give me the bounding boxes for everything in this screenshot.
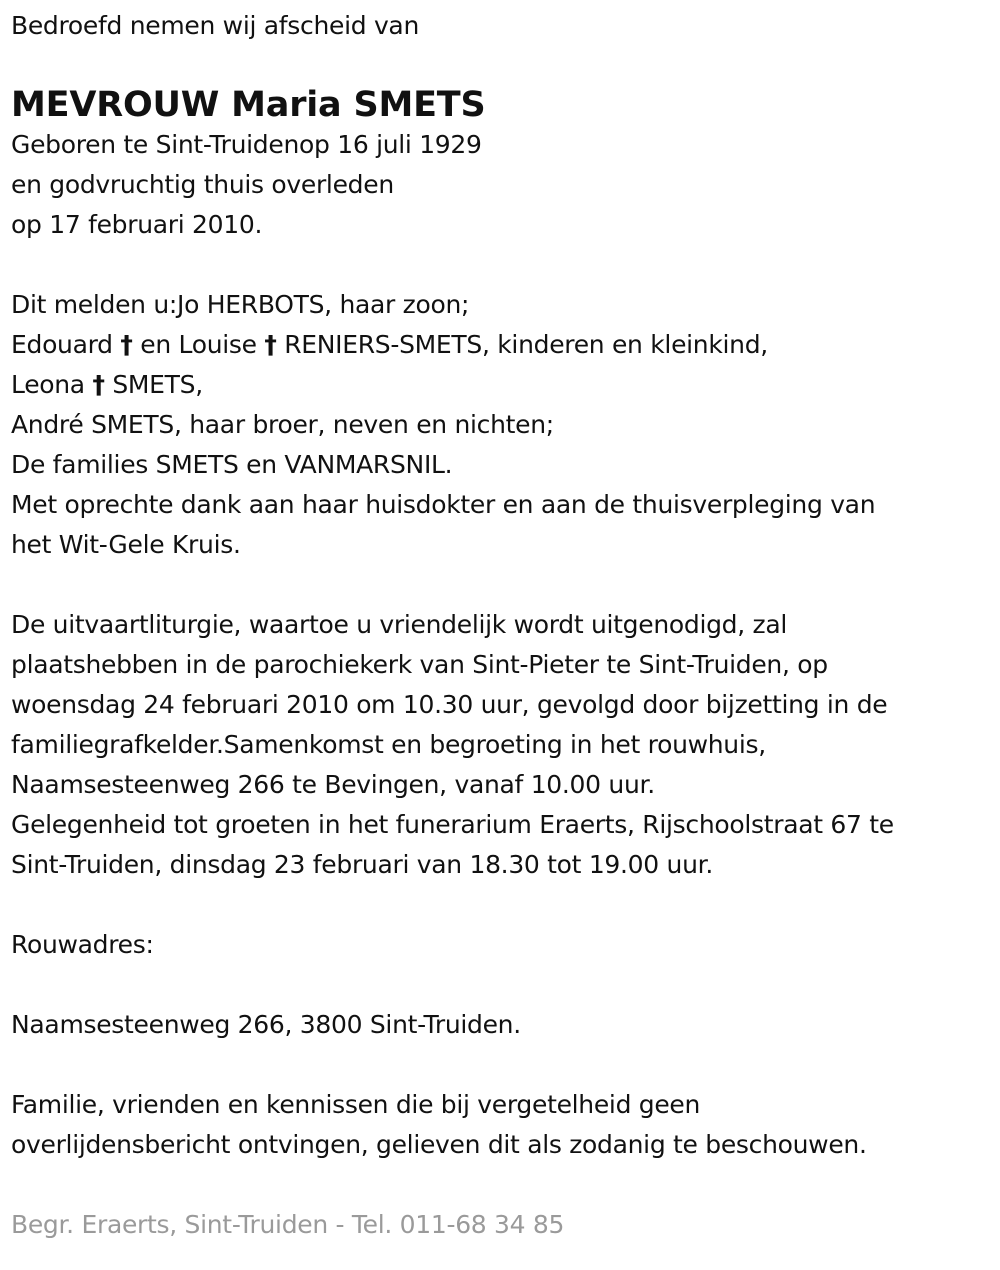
cross-icon: † (120, 330, 133, 359)
address-label: Rouwadres: (11, 930, 154, 959)
funeral-line: Gelegenheid tot groeten in het funerarium Eraerts, Rijschoolstraat 67 te (11, 810, 894, 839)
notice-line: overlijdensbericht ontvingen, gelieven dit als zodanig te beschouwen. (11, 1130, 867, 1159)
obituary-notice (11, 6, 991, 1245)
birth-line: Geboren te Sint-Truidenop 16 juli 1929 (11, 130, 482, 159)
family-line: Dit melden u:Jo HERBOTS, haar zoon; (11, 290, 470, 319)
family-line: Leona † SMETS, (11, 370, 203, 399)
intro-text: Bedroefd nemen wij afscheid van (11, 11, 419, 40)
notice-line: Familie, vrienden en kennissen die bij vergetelheid geen (11, 1090, 701, 1119)
death-date-line: op 17 februari 2010. (11, 210, 263, 239)
thanks-line: het Wit-Gele Kruis. (11, 530, 241, 559)
thanks-line: Met oprechte dank aan haar huisdokter en aan de thuisverpleging van (11, 490, 876, 519)
funeral-line: De uitvaartliturgie, waartoe u vriendelijk wordt uitgenodigd, zal (11, 610, 788, 639)
cross-icon: † (92, 370, 105, 399)
family-line: Edouard † en Louise † RENIERS-SMETS, kinderen en kleinkind, (11, 330, 768, 359)
funeral-line: Sint-Truiden, dinsdag 23 februari van 18.30 tot 19.00 uur. (11, 850, 713, 879)
mourning-address: Naamsesteenweg 266, 3800 Sint-Truiden. (11, 1010, 521, 1039)
funeral-line: familiegrafkelder.Samenkomst en begroeting in het rouwhuis, (11, 730, 766, 759)
funeral-line: Naamsesteenweg 266 te Bevingen, vanaf 10.00 uur. (11, 770, 655, 799)
death-line: en godvruchtig thuis overleden (11, 170, 394, 199)
deceased-name: MEVROUW Maria SMETS (11, 85, 486, 125)
funeral-line: woensdag 24 februari 2010 om 10.30 uur, gevolgd door bijzetting in de (11, 690, 888, 719)
cross-icon: † (264, 330, 277, 359)
funeral-line: plaatshebben in de parochiekerk van Sint-Pieter te Sint-Truiden, op (11, 650, 828, 679)
family-line: André SMETS, haar broer, neven en nichten; (11, 410, 554, 439)
funeral-director-footer: Begr. Eraerts, Sint-Truiden - Tel. 011-68 34 85 (11, 1210, 565, 1239)
family-line: De families SMETS en VANMARSNIL. (11, 450, 453, 479)
